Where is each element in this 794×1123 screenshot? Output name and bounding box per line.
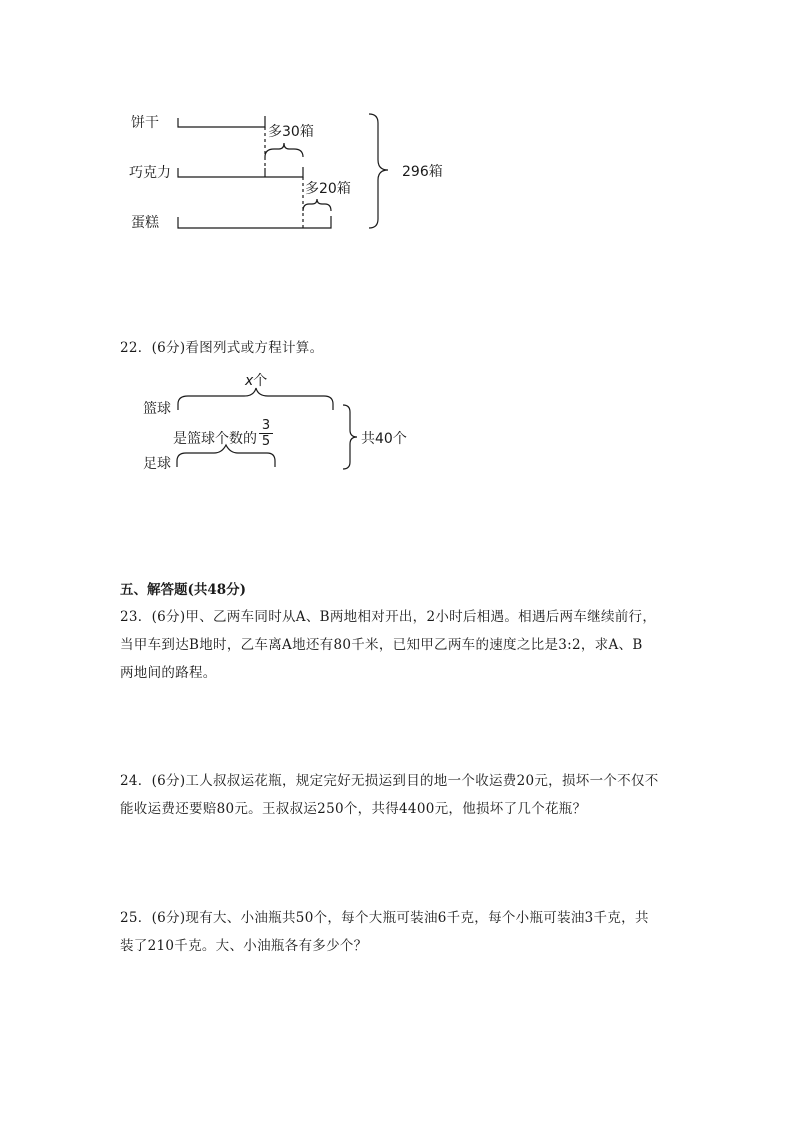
brace-football [177, 445, 275, 467]
row-label-cake: 蛋糕 [131, 215, 159, 231]
brace-basketball [178, 388, 333, 410]
section-title: 五、解答题(共48分) [120, 582, 247, 598]
question-22-stem: 22．(6分)看图列式或方程计算。 [120, 340, 324, 356]
question-25-line-2: 装了210千克。大、小油瓶各有多少个？ [120, 938, 368, 954]
row-label-football: 足球 [143, 456, 171, 472]
row-label-chocolate: 巧克力 [129, 165, 171, 181]
question-23-line-2: 当甲车到达B地时，乙车离A地还有80千米，已知甲乙两车的速度之比是3:2，求A、B [120, 637, 643, 653]
difference-label-1: 多30箱 [268, 124, 314, 140]
total-count-label: 共40个 [361, 431, 407, 447]
question-24-line-1: 24．(6分)工人叔叔运花瓶，规定完好无损运到目的地一个收运费20元，损坏一个不仅不 [120, 773, 659, 789]
total-label: 296箱 [402, 164, 443, 180]
total-brace-2 [343, 405, 357, 469]
fraction-numerator: 3 [261, 418, 271, 433]
ratio-text: 是篮球个数的 [173, 431, 257, 447]
question-23-line-1: 23．(6分)甲、乙两车同时从A、B两地相对开出，2小时后相遇。相遇后两车继续前行， [120, 609, 657, 625]
variable-x: x [245, 373, 254, 389]
row-label-basketball: 篮球 [143, 401, 171, 417]
variable-unit: 个 [253, 373, 268, 389]
row-label-biscuit: 饼干 [131, 115, 159, 131]
question-23-line-3: 两地间的路程。 [120, 665, 217, 681]
fraction-denominator: 5 [259, 433, 273, 449]
difference-label-2: 多20箱 [305, 181, 351, 197]
question-25-line-1: 25．(6分)现有大、小油瓶共50个，每个大瓶可装油6千克，每个小瓶可装油3千克，共 [120, 910, 649, 926]
question-24-line-2: 能收运费还要赔80元。王叔叔运250个，共得4400元，他损坏了几个花瓶？ [120, 801, 587, 817]
